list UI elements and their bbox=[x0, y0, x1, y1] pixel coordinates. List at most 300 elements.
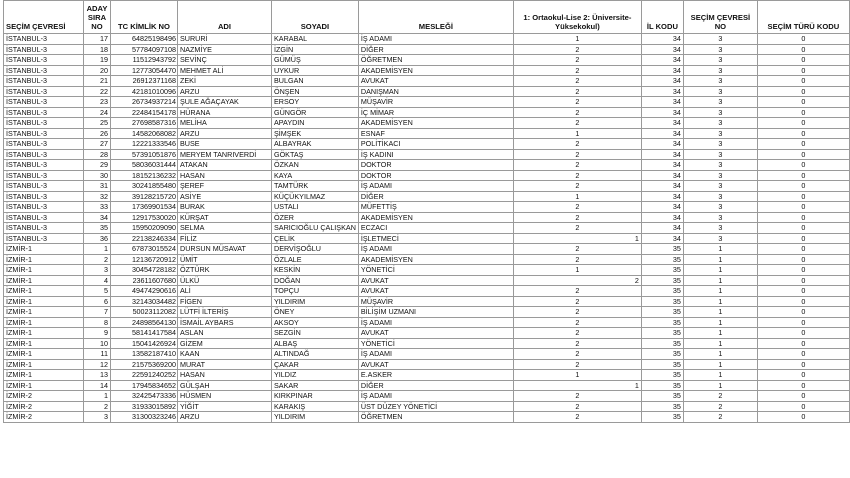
cell-egitim[interactable]: 1 bbox=[513, 128, 641, 139]
cell-meslegi[interactable]: DOKTOR bbox=[358, 170, 513, 181]
cell-secim-cevresi-no[interactable]: 3 bbox=[683, 34, 757, 45]
cell-secim-turu-kodu[interactable]: 0 bbox=[757, 160, 849, 171]
cell-adi[interactable]: BUSE bbox=[178, 139, 272, 150]
cell-tc-kimlik-no[interactable]: 21575369200 bbox=[111, 359, 178, 370]
cell-secim-cevresi[interactable]: İSTANBUL-3 bbox=[4, 191, 84, 202]
cell-tc-kimlik-no[interactable]: 32425473336 bbox=[111, 391, 178, 402]
cell-tc-kimlik-no[interactable]: 18152136232 bbox=[111, 170, 178, 181]
cell-adi[interactable]: ÜMİT bbox=[178, 254, 272, 265]
col-header-secim-cevresi-no[interactable]: SEÇİM ÇEVRESİ NO bbox=[683, 1, 757, 34]
cell-soyadi[interactable]: DERVİŞOĞLU bbox=[272, 244, 359, 255]
cell-egitim[interactable]: 1 bbox=[513, 191, 641, 202]
cell-secim-turu-kodu[interactable]: 0 bbox=[757, 307, 849, 318]
cell-egitim[interactable]: 2 bbox=[513, 139, 641, 150]
cell-egitim[interactable]: 2 bbox=[513, 223, 641, 234]
cell-tc-kimlik-no[interactable]: 15041426924 bbox=[111, 338, 178, 349]
cell-tc-kimlik-no[interactable]: 12917530020 bbox=[111, 212, 178, 223]
cell-il-kodu[interactable]: 35 bbox=[641, 328, 683, 339]
cell-aday-sira-no[interactable]: 26 bbox=[84, 128, 111, 139]
cell-secim-cevresi[interactable]: İSTANBUL-3 bbox=[4, 118, 84, 129]
cell-secim-cevresi-no[interactable]: 3 bbox=[683, 86, 757, 97]
cell-secim-turu-kodu[interactable]: 0 bbox=[757, 380, 849, 391]
cell-aday-sira-no[interactable]: 21 bbox=[84, 76, 111, 87]
cell-secim-cevresi-no[interactable]: 3 bbox=[683, 191, 757, 202]
cell-secim-cevresi[interactable]: İSTANBUL-3 bbox=[4, 233, 84, 244]
cell-secim-cevresi-no[interactable]: 3 bbox=[683, 233, 757, 244]
cell-egitim[interactable]: 2 bbox=[513, 296, 641, 307]
cell-meslegi[interactable]: AKADEMİSYEN bbox=[358, 65, 513, 76]
cell-secim-cevresi[interactable]: İZMİR-1 bbox=[4, 338, 84, 349]
cell-secim-cevresi[interactable]: İZMİR-1 bbox=[4, 370, 84, 381]
cell-soyadi[interactable]: GÜMÜŞ bbox=[272, 55, 359, 66]
cell-secim-turu-kodu[interactable]: 0 bbox=[757, 391, 849, 402]
cell-egitim[interactable]: 2 bbox=[513, 317, 641, 328]
cell-adi[interactable]: ATAKAN bbox=[178, 160, 272, 171]
cell-egitim[interactable]: 2 bbox=[513, 212, 641, 223]
cell-secim-cevresi-no[interactable]: 1 bbox=[683, 254, 757, 265]
cell-secim-cevresi-no[interactable]: 1 bbox=[683, 275, 757, 286]
cell-meslegi[interactable]: BİLİŞİM UZMANI bbox=[358, 307, 513, 318]
cell-tc-kimlik-no[interactable]: 64825198496 bbox=[111, 34, 178, 45]
cell-il-kodu[interactable]: 34 bbox=[641, 191, 683, 202]
cell-il-kodu[interactable]: 34 bbox=[641, 181, 683, 192]
cell-secim-cevresi[interactable]: İZMİR-2 bbox=[4, 412, 84, 423]
cell-aday-sira-no[interactable]: 6 bbox=[84, 296, 111, 307]
cell-il-kodu[interactable]: 34 bbox=[641, 170, 683, 181]
cell-adi[interactable]: ARZU bbox=[178, 86, 272, 97]
cell-secim-cevresi[interactable]: İZMİR-1 bbox=[4, 296, 84, 307]
cell-secim-cevresi-no[interactable]: 3 bbox=[683, 44, 757, 55]
cell-secim-turu-kodu[interactable]: 0 bbox=[757, 401, 849, 412]
cell-il-kodu[interactable]: 34 bbox=[641, 55, 683, 66]
cell-aday-sira-no[interactable]: 30 bbox=[84, 170, 111, 181]
cell-tc-kimlik-no[interactable]: 39128215720 bbox=[111, 191, 178, 202]
cell-adi[interactable]: MURAT bbox=[178, 359, 272, 370]
cell-meslegi[interactable]: İŞ ADAMI bbox=[358, 391, 513, 402]
cell-secim-cevresi-no[interactable]: 1 bbox=[683, 244, 757, 255]
cell-il-kodu[interactable]: 35 bbox=[641, 412, 683, 423]
cell-secim-cevresi-no[interactable]: 3 bbox=[683, 139, 757, 150]
cell-il-kodu[interactable]: 34 bbox=[641, 139, 683, 150]
cell-il-kodu[interactable]: 35 bbox=[641, 338, 683, 349]
cell-secim-turu-kodu[interactable]: 0 bbox=[757, 286, 849, 297]
cell-adi[interactable]: ARZU bbox=[178, 128, 272, 139]
cell-tc-kimlik-no[interactable]: 15950209090 bbox=[111, 223, 178, 234]
cell-egitim[interactable]: 2 bbox=[513, 170, 641, 181]
col-header-egitim[interactable]: 1: Ortaokul-Lise 2: Üniversite-Yüksekokul) bbox=[513, 1, 641, 34]
cell-meslegi[interactable]: MÜFETTİŞ bbox=[358, 202, 513, 213]
cell-secim-turu-kodu[interactable]: 0 bbox=[757, 181, 849, 192]
cell-tc-kimlik-no[interactable]: 22484154178 bbox=[111, 107, 178, 118]
cell-tc-kimlik-no[interactable]: 22138246334 bbox=[111, 233, 178, 244]
cell-meslegi[interactable]: MÜŞAVİR bbox=[358, 296, 513, 307]
cell-secim-cevresi[interactable]: İZMİR-1 bbox=[4, 286, 84, 297]
cell-secim-cevresi-no[interactable]: 3 bbox=[683, 128, 757, 139]
cell-secim-cevresi-no[interactable]: 3 bbox=[683, 76, 757, 87]
cell-aday-sira-no[interactable]: 28 bbox=[84, 149, 111, 160]
cell-egitim[interactable]: 2 bbox=[513, 181, 641, 192]
cell-tc-kimlik-no[interactable]: 49474290616 bbox=[111, 286, 178, 297]
cell-soyadi[interactable]: ERSOY bbox=[272, 97, 359, 108]
cell-meslegi[interactable]: İŞ ADAMI bbox=[358, 244, 513, 255]
cell-secim-cevresi[interactable]: İSTANBUL-3 bbox=[4, 107, 84, 118]
cell-tc-kimlik-no[interactable]: 31933015892 bbox=[111, 401, 178, 412]
cell-secim-turu-kodu[interactable]: 0 bbox=[757, 233, 849, 244]
cell-soyadi[interactable]: AKSOY bbox=[272, 317, 359, 328]
cell-secim-cevresi-no[interactable]: 3 bbox=[683, 107, 757, 118]
cell-secim-cevresi[interactable]: İSTANBUL-3 bbox=[4, 149, 84, 160]
cell-aday-sira-no[interactable]: 11 bbox=[84, 349, 111, 360]
cell-secim-cevresi[interactable]: İZMİR-1 bbox=[4, 265, 84, 276]
cell-secim-cevresi[interactable]: İSTANBUL-3 bbox=[4, 212, 84, 223]
col-header-meslegi[interactable]: MESLEĞİ bbox=[358, 1, 513, 34]
cell-adi[interactable]: ŞULE AĞAÇAYAK bbox=[178, 97, 272, 108]
cell-il-kodu[interactable]: 34 bbox=[641, 223, 683, 234]
cell-secim-turu-kodu[interactable]: 0 bbox=[757, 97, 849, 108]
cell-secim-turu-kodu[interactable]: 0 bbox=[757, 118, 849, 129]
cell-secim-cevresi[interactable]: İSTANBUL-3 bbox=[4, 55, 84, 66]
cell-soyadi[interactable]: ALBAŞ bbox=[272, 338, 359, 349]
cell-secim-cevresi[interactable]: İSTANBUL-3 bbox=[4, 170, 84, 181]
cell-il-kodu[interactable]: 35 bbox=[641, 317, 683, 328]
cell-soyadi[interactable]: ÖNEY bbox=[272, 307, 359, 318]
cell-adi[interactable]: HÜSMEN bbox=[178, 391, 272, 402]
cell-secim-cevresi-no[interactable]: 1 bbox=[683, 317, 757, 328]
cell-aday-sira-no[interactable]: 3 bbox=[84, 265, 111, 276]
cell-meslegi[interactable]: AKADEMİSYEN bbox=[358, 118, 513, 129]
cell-adi[interactable]: GÜLŞAH bbox=[178, 380, 272, 391]
cell-soyadi[interactable]: ÇELİK bbox=[272, 233, 359, 244]
cell-adi[interactable]: SURURİ bbox=[178, 34, 272, 45]
cell-secim-turu-kodu[interactable]: 0 bbox=[757, 349, 849, 360]
cell-soyadi[interactable]: KIRKPINAR bbox=[272, 391, 359, 402]
cell-secim-cevresi[interactable]: İZMİR-1 bbox=[4, 317, 84, 328]
cell-aday-sira-no[interactable]: 18 bbox=[84, 44, 111, 55]
cell-meslegi[interactable]: İŞ ADAMI bbox=[358, 34, 513, 45]
cell-il-kodu[interactable]: 34 bbox=[641, 44, 683, 55]
cell-soyadi[interactable]: ŞİMŞEK bbox=[272, 128, 359, 139]
cell-tc-kimlik-no[interactable]: 50023112082 bbox=[111, 307, 178, 318]
cell-soyadi[interactable]: TOPÇU bbox=[272, 286, 359, 297]
cell-adi[interactable]: KÜRŞAT bbox=[178, 212, 272, 223]
cell-meslegi[interactable]: İŞ ADAMI bbox=[358, 349, 513, 360]
cell-adi[interactable]: KAAN bbox=[178, 349, 272, 360]
cell-secim-turu-kodu[interactable]: 0 bbox=[757, 170, 849, 181]
cell-il-kodu[interactable]: 34 bbox=[641, 76, 683, 87]
cell-aday-sira-no[interactable]: 29 bbox=[84, 160, 111, 171]
cell-meslegi[interactable]: İŞLETMECİ bbox=[358, 233, 513, 244]
cell-soyadi[interactable]: İZGİN bbox=[272, 44, 359, 55]
cell-il-kodu[interactable]: 35 bbox=[641, 349, 683, 360]
cell-adi[interactable]: ARZU bbox=[178, 412, 272, 423]
cell-secim-cevresi[interactable]: İSTANBUL-3 bbox=[4, 97, 84, 108]
cell-aday-sira-no[interactable]: 2 bbox=[84, 401, 111, 412]
cell-secim-cevresi[interactable]: İZMİR-1 bbox=[4, 359, 84, 370]
cell-soyadi[interactable]: BULGAN bbox=[272, 76, 359, 87]
cell-secim-cevresi-no[interactable]: 1 bbox=[683, 265, 757, 276]
cell-soyadi[interactable]: SEZGİN bbox=[272, 328, 359, 339]
cell-adi[interactable]: SELMA bbox=[178, 223, 272, 234]
cell-soyadi[interactable]: GÜNGÖR bbox=[272, 107, 359, 118]
cell-adi[interactable]: NAZMİYE bbox=[178, 44, 272, 55]
cell-secim-turu-kodu[interactable]: 0 bbox=[757, 128, 849, 139]
cell-secim-turu-kodu[interactable]: 0 bbox=[757, 328, 849, 339]
cell-egitim[interactable]: 2 bbox=[513, 65, 641, 76]
cell-secim-turu-kodu[interactable]: 0 bbox=[757, 76, 849, 87]
col-header-tc-kimlik-no[interactable]: TC KİMLİK NO bbox=[111, 1, 178, 34]
cell-secim-cevresi[interactable]: İZMİR-1 bbox=[4, 275, 84, 286]
cell-egitim[interactable]: 1 bbox=[513, 34, 641, 45]
cell-tc-kimlik-no[interactable]: 24898564130 bbox=[111, 317, 178, 328]
cell-il-kodu[interactable]: 35 bbox=[641, 380, 683, 391]
cell-secim-turu-kodu[interactable]: 0 bbox=[757, 223, 849, 234]
cell-soyadi[interactable]: ALTINDAĞ bbox=[272, 349, 359, 360]
cell-tc-kimlik-no[interactable]: 23611607680 bbox=[111, 275, 178, 286]
cell-il-kodu[interactable]: 34 bbox=[641, 149, 683, 160]
cell-secim-cevresi[interactable]: İSTANBUL-3 bbox=[4, 65, 84, 76]
cell-egitim[interactable]: 2 bbox=[513, 359, 641, 370]
cell-adi[interactable]: ASLAN bbox=[178, 328, 272, 339]
cell-aday-sira-no[interactable]: 9 bbox=[84, 328, 111, 339]
cell-soyadi[interactable]: APAYDIN bbox=[272, 118, 359, 129]
col-header-secim-turu-kodu[interactable]: SEÇİM TÜRÜ KODU bbox=[757, 1, 849, 34]
cell-secim-cevresi-no[interactable]: 1 bbox=[683, 349, 757, 360]
cell-secim-cevresi[interactable]: İSTANBUL-3 bbox=[4, 139, 84, 150]
cell-soyadi[interactable]: ALBAYRAK bbox=[272, 139, 359, 150]
cell-aday-sira-no[interactable]: 13 bbox=[84, 370, 111, 381]
cell-aday-sira-no[interactable]: 14 bbox=[84, 380, 111, 391]
cell-secim-turu-kodu[interactable]: 0 bbox=[757, 107, 849, 118]
cell-secim-cevresi[interactable]: İSTANBUL-3 bbox=[4, 76, 84, 87]
cell-soyadi[interactable]: YILDIRIM bbox=[272, 296, 359, 307]
cell-adi[interactable]: ÜLKÜ bbox=[178, 275, 272, 286]
cell-secim-turu-kodu[interactable]: 0 bbox=[757, 370, 849, 381]
cell-secim-cevresi[interactable]: İSTANBUL-3 bbox=[4, 202, 84, 213]
cell-secim-turu-kodu[interactable]: 0 bbox=[757, 191, 849, 202]
cell-soyadi[interactable]: UYKUR bbox=[272, 65, 359, 76]
cell-aday-sira-no[interactable]: 23 bbox=[84, 97, 111, 108]
cell-meslegi[interactable]: AKADEMİSYEN bbox=[358, 254, 513, 265]
cell-secim-cevresi-no[interactable]: 3 bbox=[683, 97, 757, 108]
cell-adi[interactable]: HASAN bbox=[178, 370, 272, 381]
cell-aday-sira-no[interactable]: 34 bbox=[84, 212, 111, 223]
cell-soyadi[interactable]: KARABAL bbox=[272, 34, 359, 45]
cell-secim-cevresi-no[interactable]: 1 bbox=[683, 307, 757, 318]
cell-aday-sira-no[interactable]: 31 bbox=[84, 181, 111, 192]
cell-adi[interactable]: ALİ bbox=[178, 286, 272, 297]
cell-meslegi[interactable]: AVUKAT bbox=[358, 286, 513, 297]
cell-aday-sira-no[interactable]: 10 bbox=[84, 338, 111, 349]
cell-soyadi[interactable]: ÖZLALE bbox=[272, 254, 359, 265]
cell-secim-cevresi-no[interactable]: 1 bbox=[683, 359, 757, 370]
cell-aday-sira-no[interactable]: 4 bbox=[84, 275, 111, 286]
cell-soyadi[interactable]: KAYA bbox=[272, 170, 359, 181]
cell-secim-turu-kodu[interactable]: 0 bbox=[757, 65, 849, 76]
cell-il-kodu[interactable]: 35 bbox=[641, 286, 683, 297]
cell-secim-cevresi[interactable]: İSTANBUL-3 bbox=[4, 86, 84, 97]
cell-il-kodu[interactable]: 34 bbox=[641, 233, 683, 244]
cell-adi[interactable]: MEHMET ALİ bbox=[178, 65, 272, 76]
cell-secim-cevresi-no[interactable]: 3 bbox=[683, 202, 757, 213]
cell-secim-cevresi-no[interactable]: 1 bbox=[683, 296, 757, 307]
cell-egitim[interactable]: 2 bbox=[513, 76, 641, 87]
cell-il-kodu[interactable]: 34 bbox=[641, 86, 683, 97]
cell-secim-cevresi[interactable]: İZMİR-1 bbox=[4, 380, 84, 391]
cell-adi[interactable]: DURSUN MÜSAVAT bbox=[178, 244, 272, 255]
cell-egitim[interactable]: 2 bbox=[513, 338, 641, 349]
cell-soyadi[interactable]: SAKAR bbox=[272, 380, 359, 391]
cell-egitim[interactable]: 2 bbox=[513, 44, 641, 55]
cell-secim-cevresi[interactable]: İSTANBUL-3 bbox=[4, 160, 84, 171]
cell-secim-cevresi-no[interactable]: 3 bbox=[683, 223, 757, 234]
cell-secim-cevresi[interactable]: İSTANBUL-3 bbox=[4, 181, 84, 192]
cell-il-kodu[interactable]: 35 bbox=[641, 296, 683, 307]
cell-egitim[interactable]: 2 bbox=[513, 286, 641, 297]
cell-secim-cevresi-no[interactable]: 1 bbox=[683, 370, 757, 381]
cell-secim-cevresi[interactable]: İZMİR-1 bbox=[4, 244, 84, 255]
cell-secim-cevresi-no[interactable]: 3 bbox=[683, 55, 757, 66]
cell-secim-turu-kodu[interactable]: 0 bbox=[757, 34, 849, 45]
cell-aday-sira-no[interactable]: 2 bbox=[84, 254, 111, 265]
col-header-adi[interactable]: ADI bbox=[178, 1, 272, 34]
cell-egitim[interactable]: 2 bbox=[513, 86, 641, 97]
cell-tc-kimlik-no[interactable]: 30454728182 bbox=[111, 265, 178, 276]
cell-aday-sira-no[interactable]: 24 bbox=[84, 107, 111, 118]
cell-meslegi[interactable]: DİĞER bbox=[358, 191, 513, 202]
cell-secim-turu-kodu[interactable]: 0 bbox=[757, 149, 849, 160]
cell-egitim[interactable]: 2 bbox=[513, 328, 641, 339]
cell-meslegi[interactable]: İÇ MİMAR bbox=[358, 107, 513, 118]
cell-meslegi[interactable]: AKADEMİSYEN bbox=[358, 212, 513, 223]
cell-egitim[interactable]: 2 bbox=[513, 107, 641, 118]
cell-secim-turu-kodu[interactable]: 0 bbox=[757, 412, 849, 423]
cell-meslegi[interactable]: YÖNETİCİ bbox=[358, 338, 513, 349]
cell-adi[interactable]: GİZEM bbox=[178, 338, 272, 349]
cell-soyadi[interactable]: TAMTÜRK bbox=[272, 181, 359, 192]
cell-secim-cevresi[interactable]: İZMİR-1 bbox=[4, 349, 84, 360]
cell-tc-kimlik-no[interactable]: 26912371168 bbox=[111, 76, 178, 87]
cell-meslegi[interactable]: AVUKAT bbox=[358, 76, 513, 87]
cell-aday-sira-no[interactable]: 1 bbox=[84, 244, 111, 255]
cell-secim-cevresi-no[interactable]: 3 bbox=[683, 160, 757, 171]
cell-soyadi[interactable]: ÖNŞEN bbox=[272, 86, 359, 97]
cell-secim-cevresi-no[interactable]: 2 bbox=[683, 391, 757, 402]
cell-secim-cevresi[interactable]: İZMİR-2 bbox=[4, 401, 84, 412]
cell-tc-kimlik-no[interactable]: 22591240252 bbox=[111, 370, 178, 381]
cell-egitim[interactable]: 2 bbox=[513, 391, 641, 402]
cell-adi[interactable]: YİĞİT bbox=[178, 401, 272, 412]
col-header-aday-sira-no[interactable]: ADAY SIRA NO bbox=[84, 1, 111, 34]
cell-secim-cevresi[interactable]: İSTANBUL-3 bbox=[4, 34, 84, 45]
cell-adi[interactable]: HASAN bbox=[178, 170, 272, 181]
cell-secim-cevresi-no[interactable]: 2 bbox=[683, 401, 757, 412]
cell-aday-sira-no[interactable]: 22 bbox=[84, 86, 111, 97]
cell-aday-sira-no[interactable]: 12 bbox=[84, 359, 111, 370]
cell-egitim[interactable]: 2 bbox=[513, 349, 641, 360]
cell-aday-sira-no[interactable]: 25 bbox=[84, 118, 111, 129]
cell-secim-turu-kodu[interactable]: 0 bbox=[757, 265, 849, 276]
cell-tc-kimlik-no[interactable]: 32143034482 bbox=[111, 296, 178, 307]
cell-secim-cevresi-no[interactable]: 1 bbox=[683, 286, 757, 297]
cell-meslegi[interactable]: ECZACI bbox=[358, 223, 513, 234]
cell-secim-cevresi-no[interactable]: 1 bbox=[683, 338, 757, 349]
cell-meslegi[interactable]: E.ASKER bbox=[358, 370, 513, 381]
cell-tc-kimlik-no[interactable]: 13582187410 bbox=[111, 349, 178, 360]
cell-meslegi[interactable]: POLİTİKACI bbox=[358, 139, 513, 150]
cell-tc-kimlik-no[interactable]: 12221333546 bbox=[111, 139, 178, 150]
cell-secim-turu-kodu[interactable]: 0 bbox=[757, 359, 849, 370]
col-header-secim-cevresi[interactable]: SEÇİM ÇEVRESİ bbox=[4, 1, 84, 34]
cell-egitim[interactable]: 2 bbox=[513, 97, 641, 108]
cell-aday-sira-no[interactable]: 32 bbox=[84, 191, 111, 202]
cell-il-kodu[interactable]: 34 bbox=[641, 34, 683, 45]
cell-secim-turu-kodu[interactable]: 0 bbox=[757, 317, 849, 328]
cell-meslegi[interactable]: ÖĞRETMEN bbox=[358, 55, 513, 66]
cell-meslegi[interactable]: DOKTOR bbox=[358, 160, 513, 171]
cell-egitim[interactable]: 2 bbox=[513, 55, 641, 66]
cell-meslegi[interactable]: DANIŞMAN bbox=[358, 86, 513, 97]
cell-secim-turu-kodu[interactable]: 0 bbox=[757, 275, 849, 286]
cell-soyadi[interactable]: ÖZER bbox=[272, 212, 359, 223]
cell-aday-sira-no[interactable]: 27 bbox=[84, 139, 111, 150]
cell-tc-kimlik-no[interactable]: 26734937214 bbox=[111, 97, 178, 108]
cell-il-kodu[interactable]: 34 bbox=[641, 160, 683, 171]
cell-tc-kimlik-no[interactable]: 57391051876 bbox=[111, 149, 178, 160]
cell-aday-sira-no[interactable]: 7 bbox=[84, 307, 111, 318]
cell-secim-turu-kodu[interactable]: 0 bbox=[757, 338, 849, 349]
cell-aday-sira-no[interactable]: 36 bbox=[84, 233, 111, 244]
cell-egitim[interactable]: 2 bbox=[513, 160, 641, 171]
cell-tc-kimlik-no[interactable]: 12773054470 bbox=[111, 65, 178, 76]
cell-aday-sira-no[interactable]: 19 bbox=[84, 55, 111, 66]
cell-il-kodu[interactable]: 35 bbox=[641, 370, 683, 381]
cell-il-kodu[interactable]: 35 bbox=[641, 254, 683, 265]
cell-meslegi[interactable]: AVUKAT bbox=[358, 328, 513, 339]
cell-egitim[interactable]: 2 bbox=[513, 202, 641, 213]
cell-adi[interactable]: ASİYE bbox=[178, 191, 272, 202]
cell-secim-turu-kodu[interactable]: 0 bbox=[757, 296, 849, 307]
cell-soyadi[interactable]: YILDIZ bbox=[272, 370, 359, 381]
cell-egitim[interactable]: 2 bbox=[513, 412, 641, 423]
cell-adi[interactable]: BURAK bbox=[178, 202, 272, 213]
cell-meslegi[interactable]: MÜŞAVİR bbox=[358, 97, 513, 108]
cell-il-kodu[interactable]: 34 bbox=[641, 128, 683, 139]
cell-secim-cevresi[interactable]: İSTANBUL-3 bbox=[4, 223, 84, 234]
cell-adi[interactable]: LÜTFİ İLTERİŞ bbox=[178, 307, 272, 318]
cell-tc-kimlik-no[interactable]: 67873015524 bbox=[111, 244, 178, 255]
cell-secim-cevresi-no[interactable]: 1 bbox=[683, 328, 757, 339]
cell-meslegi[interactable]: ESNAF bbox=[358, 128, 513, 139]
cell-tc-kimlik-no[interactable]: 31300323246 bbox=[111, 412, 178, 423]
cell-tc-kimlik-no[interactable]: 58141417584 bbox=[111, 328, 178, 339]
cell-secim-cevresi-no[interactable]: 3 bbox=[683, 65, 757, 76]
cell-egitim[interactable]: 2 bbox=[513, 307, 641, 318]
cell-secim-cevresi-no[interactable]: 3 bbox=[683, 149, 757, 160]
cell-soyadi[interactable]: SARICIOĞLU ÇALIŞKAN bbox=[272, 223, 359, 234]
cell-secim-turu-kodu[interactable]: 0 bbox=[757, 139, 849, 150]
cell-egitim[interactable]: 1 bbox=[513, 370, 641, 381]
cell-egitim[interactable]: 2 bbox=[513, 254, 641, 265]
cell-egitim[interactable]: 2 bbox=[513, 118, 641, 129]
cell-secim-cevresi[interactable]: İSTANBUL-3 bbox=[4, 44, 84, 55]
cell-tc-kimlik-no[interactable]: 11512943792 bbox=[111, 55, 178, 66]
cell-egitim[interactable]: 2 bbox=[513, 244, 641, 255]
cell-secim-cevresi-no[interactable]: 3 bbox=[683, 212, 757, 223]
cell-secim-turu-kodu[interactable]: 0 bbox=[757, 244, 849, 255]
cell-soyadi[interactable]: GÖKTAŞ bbox=[272, 149, 359, 160]
cell-meslegi[interactable]: İŞ KADINI bbox=[358, 149, 513, 160]
cell-soyadi[interactable]: YILDIRIM bbox=[272, 412, 359, 423]
